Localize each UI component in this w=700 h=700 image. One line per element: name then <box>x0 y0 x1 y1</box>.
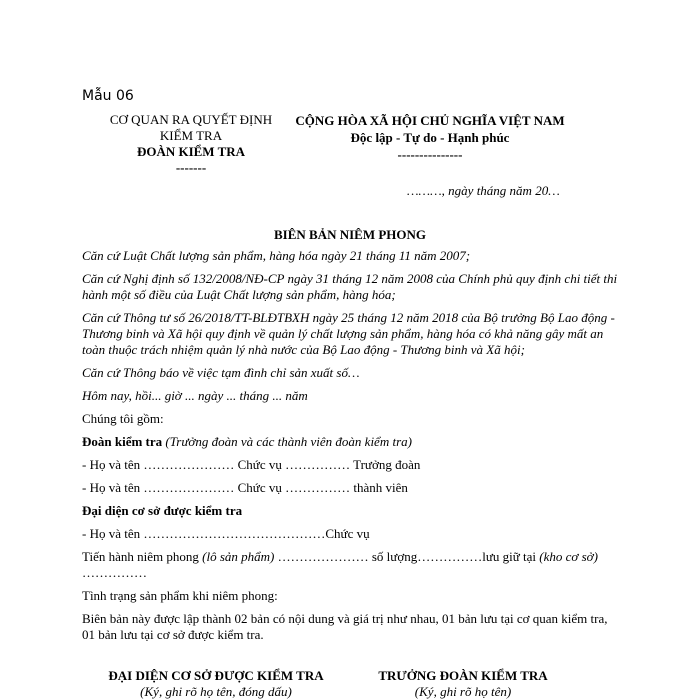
participants-intro: Chúng tôi gồm: <box>82 411 164 426</box>
team-heading-label: Đoàn kiểm tra <box>82 434 163 449</box>
product-status: Tình trạng sản phẩm khi niêm phong: <box>82 588 278 603</box>
basis-law: Căn cứ Luật Chất lượng sản phẩm, hàng hóa ngày 21 tháng 11 năm 2007; <box>82 248 471 263</box>
document-body <box>82 248 620 650</box>
agency-line-1: CƠ QUAN RA QUYẾT ĐỊNH <box>109 112 273 127</box>
date-line: ………, ngày tháng năm 20… <box>407 183 560 198</box>
signature-leader-note: (Ký, ghi rõ họ tên) <box>414 684 512 699</box>
basis-decree: Căn cứ Nghị định số 132/2008/NĐ-CP ngày 31 tháng 12 năm 2008 của Chính phủ quy định chi tiết thi hành một số điều của Luật Chất lượng sản phẩm, hàng hóa; <box>82 271 618 302</box>
sealing-text-b: (lô sản phẩm) <box>202 549 275 564</box>
signature-facility <box>82 668 350 700</box>
national-header <box>280 112 580 163</box>
team-member: - Họ và tên ………………… Chức vụ …………… thành viên <box>82 480 408 495</box>
sealing-text-d: (kho cơ sở) <box>539 549 598 564</box>
nation-name: CỘNG HÒA XÃ HỘI CHỦ NGHĨA VIỆT NAM <box>295 113 565 128</box>
sealing-line <box>82 549 620 581</box>
signature-team-leader <box>358 668 568 700</box>
agency-line-2: KIỂM TRA <box>159 128 223 143</box>
signature-leader-title: TRƯỞNG ĐOÀN KIỂM TRA <box>378 668 548 683</box>
date-time-line: Hôm nay, hồi... giờ ... ngày ... tháng ... năm <box>82 388 308 403</box>
basis-notice: Căn cứ Thông báo về việc tạm đình chỉ sản xuất số… <box>82 365 360 380</box>
signature-facility-note: (Ký, ghi rõ họ tên, đóng dấu) <box>140 684 292 699</box>
facility-rep: - Họ và tên ……………………………………Chức vụ <box>82 526 370 541</box>
nation-rule: --------------- <box>397 147 463 162</box>
sealing-text-e: …………… <box>82 565 147 580</box>
nation-motto: Độc lập - Tự do - Hạnh phúc <box>350 130 510 145</box>
facility-rep-heading: Đại diện cơ sở được kiểm tra <box>82 503 243 518</box>
basis-circular: Căn cứ Thông tư số 26/2018/TT-BLĐTBXH ngày 25 tháng 12 năm 2018 của Bộ trưởng Bộ Lao động - Thương binh và Xã hội quy định về quản lý chất lượng sản phẩm, hàng hóa có khả năng gây mất an toàn thuộc trách nhiệm quản lý nhà nước của Bộ Lao động - Thương binh và Xã hội; <box>82 310 615 357</box>
closing-paragraph: Biên bản này được lập thành 02 bản có nội dung và giá trị như nhau, 01 bản lưu tại cơ quan kiểm tra, 01 bản lưu tại cơ sở được kiểm tra. <box>82 611 608 642</box>
agency-header <box>80 112 302 176</box>
team-heading-note: (Trưởng đoàn và các thành viên đoàn kiểm tra) <box>162 434 412 449</box>
team-member-leader: - Họ và tên ………………… Chức vụ …………… Trưởng đoàn <box>82 457 421 472</box>
sealing-text-a: Tiến hành niêm phong <box>82 549 203 564</box>
agency-team-name: ĐOÀN KIỂM TRA <box>136 144 246 159</box>
team-heading <box>82 434 620 450</box>
signature-facility-title: ĐẠI DIỆN CƠ SỞ ĐƯỢC KIỂM TRA <box>108 668 324 683</box>
form-number: Mẫu 06 <box>82 88 134 104</box>
agency-rule: ------- <box>175 160 207 175</box>
document-title: BIÊN BẢN NIÊM PHONG <box>273 227 427 242</box>
sealing-text-c: ………………… số lượng……………lưu giữ tại <box>274 549 540 564</box>
